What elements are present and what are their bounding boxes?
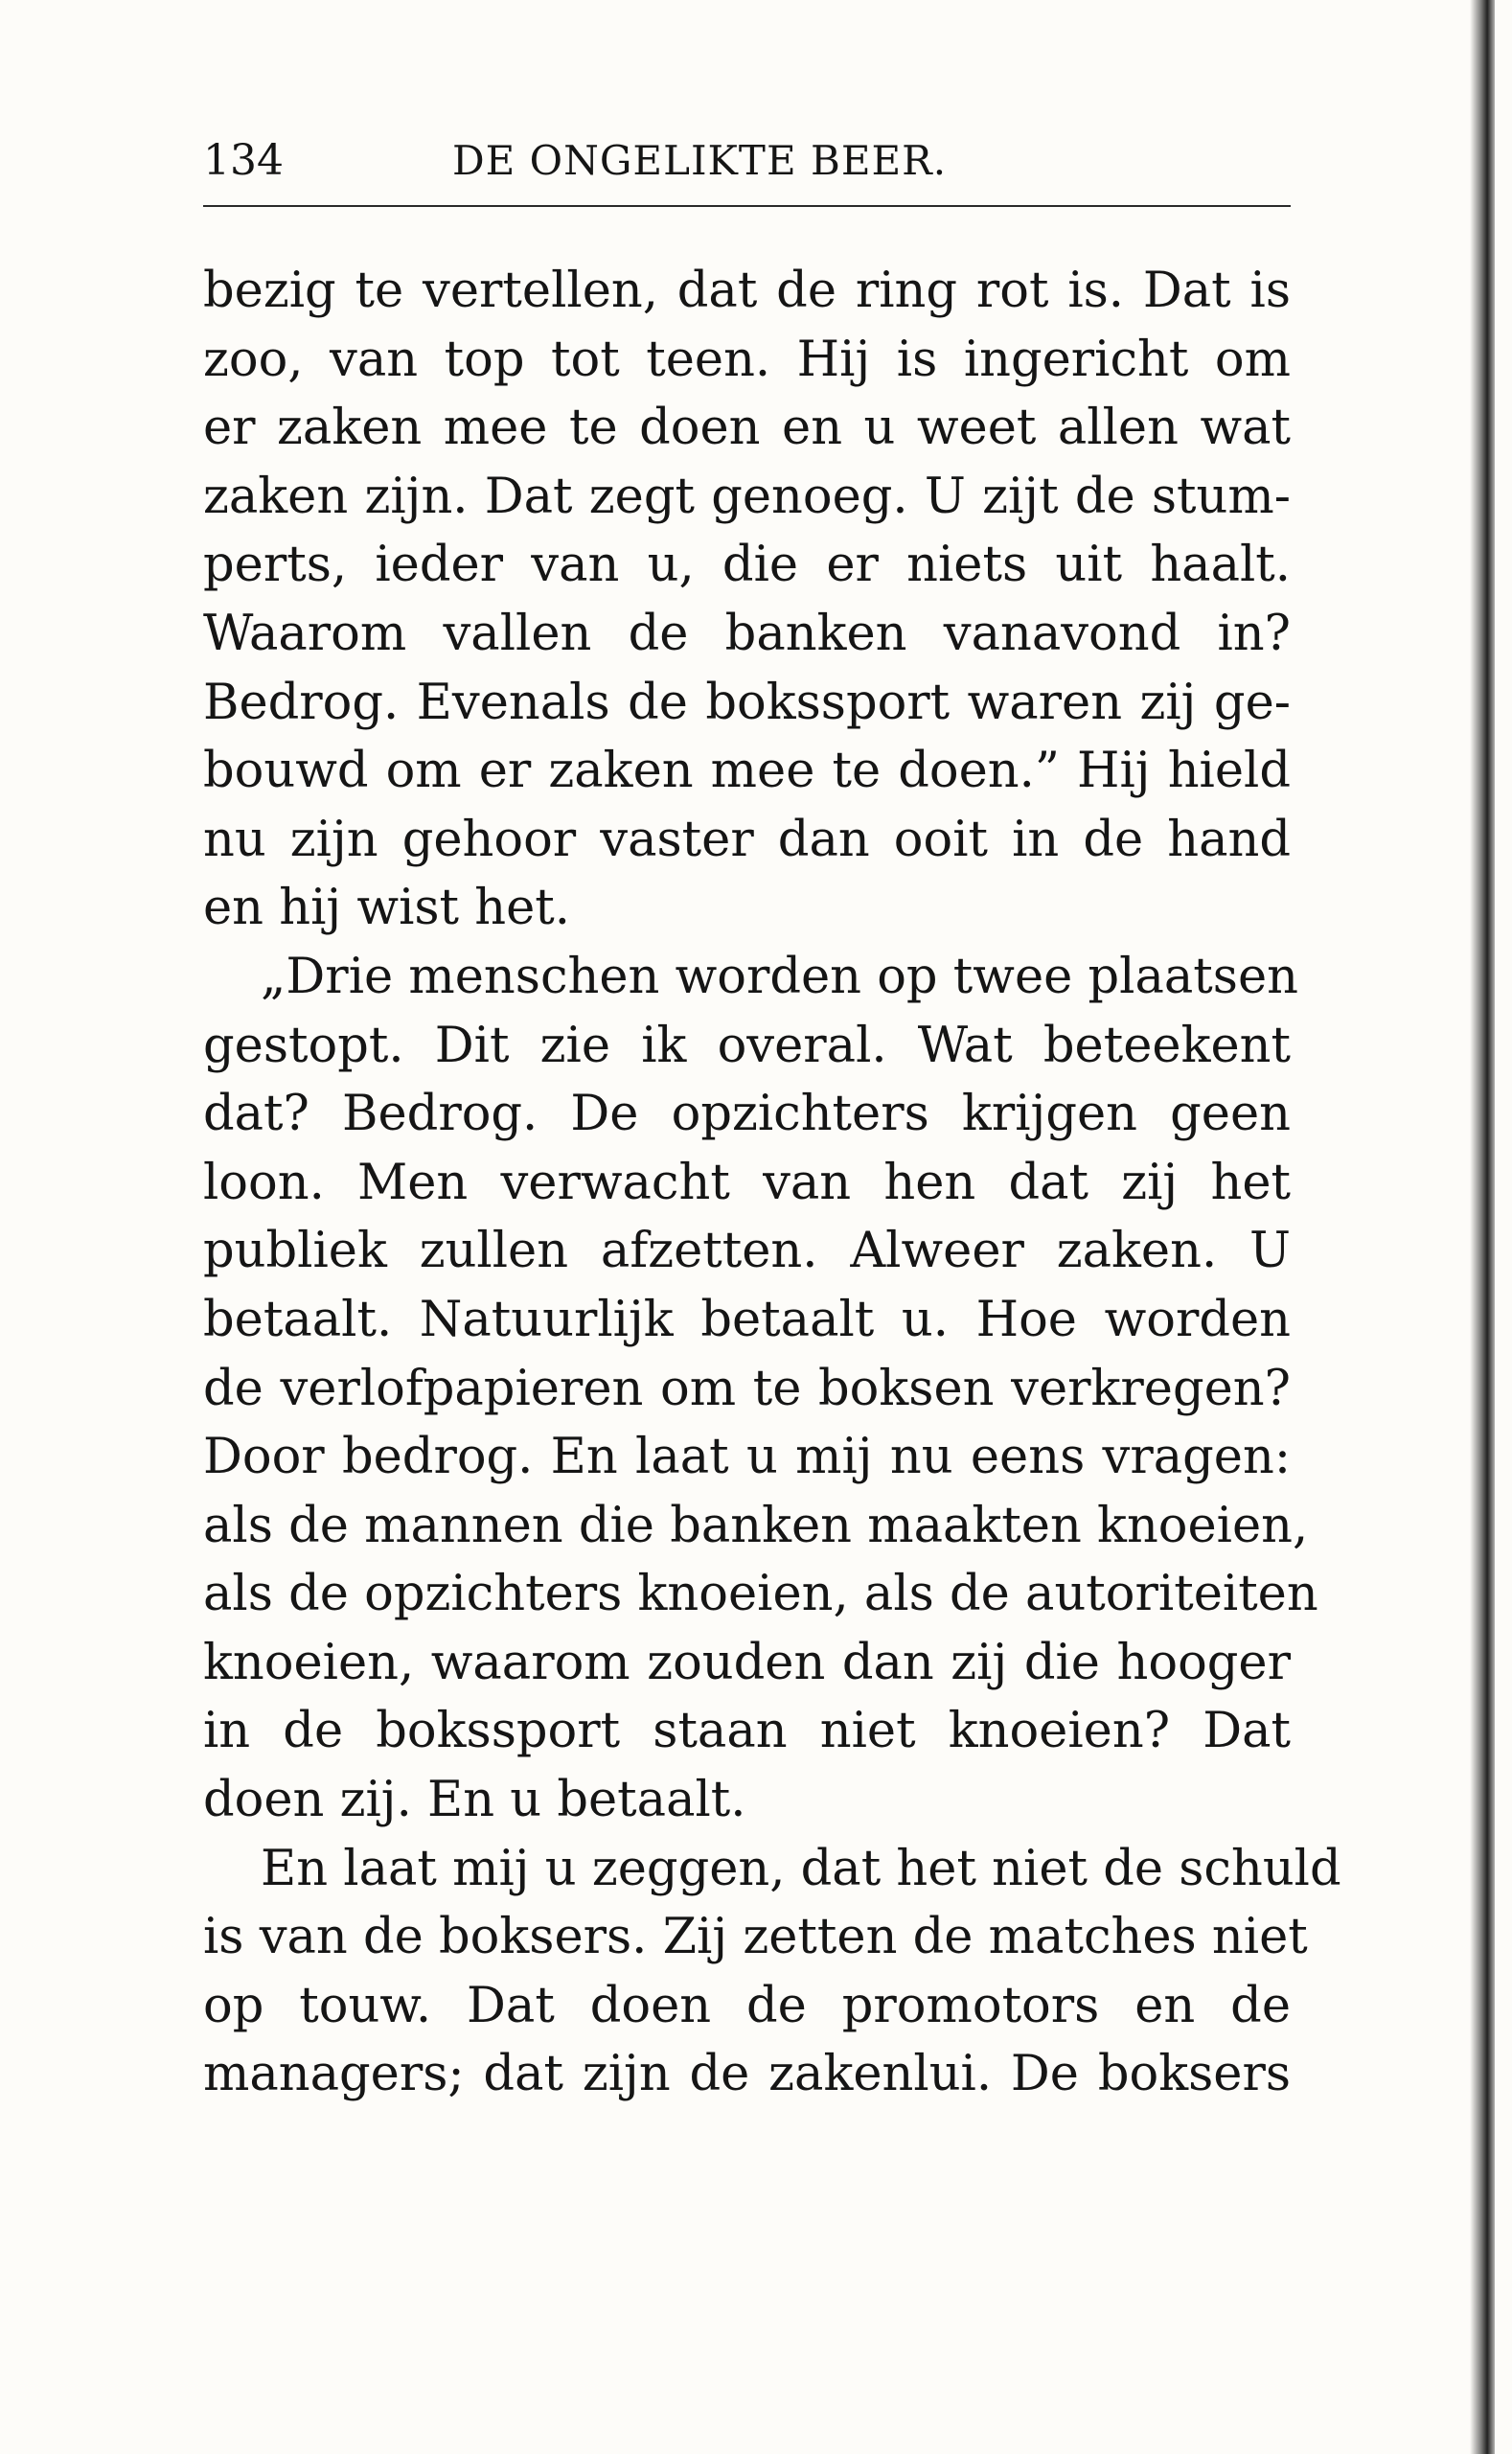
text-line: de verlofpapieren om te boksen verkregen? xyxy=(203,1360,1291,1417)
text-line: als de opzichters knoeien, als de autoriteiten xyxy=(203,1566,1318,1623)
text-line: „Drie menschen worden op twee plaatsen xyxy=(261,948,1298,1005)
text-line: perts, ieder van u, die er niets uit haalt. xyxy=(203,537,1291,594)
text-line: dat? Bedrog. De opzichters krijgen geen xyxy=(203,1086,1291,1143)
running-head xyxy=(203,125,1291,207)
text-line: En laat mij u zeggen, dat het niet de schuld xyxy=(261,1840,1341,1897)
book-title: DE ONGELIKTE BEER. xyxy=(452,137,948,184)
text-line: er zaken mee te doen en u weet allen wat xyxy=(203,400,1291,457)
text-line: Door bedrog. En laat u mij nu eens vragen: xyxy=(203,1429,1291,1486)
text-line: bouwd om er zaken mee te doen.” Hij hield xyxy=(203,743,1291,800)
text-line: knoeien, waarom zouden dan zij die hooger xyxy=(203,1634,1291,1691)
text-line: gestopt. Dit zie ik overal. Wat beteekent xyxy=(203,1017,1291,1074)
text-line: zaken zijn. Dat zegt genoeg. U zijt de stum- xyxy=(203,468,1291,525)
body-text xyxy=(203,257,1341,2109)
text-line: als de mannen die banken maakten knoeien, xyxy=(203,1497,1309,1554)
text-line: in de bokssport staan niet knoeien? Dat xyxy=(203,1703,1291,1760)
binding-shadow xyxy=(1470,0,1495,2454)
text-line: zoo, van top tot teen. Hij is ingericht om xyxy=(203,331,1291,388)
page-number: 134 xyxy=(203,136,284,185)
text-line: Bedrog. Evenals de bokssport waren zij ge- xyxy=(203,674,1291,731)
text-line: loon. Men verwacht van hen dat zij het xyxy=(203,1154,1291,1211)
text-line: bezig te vertellen, dat de ring rot is. Dat is xyxy=(203,263,1291,319)
text-line: publiek zullen afzetten. Alweer zaken. U xyxy=(203,1223,1291,1280)
text-line: op touw. Dat doen de promotors en de xyxy=(203,1977,1291,2034)
text-line: en hij wist het. xyxy=(203,880,570,937)
text-line: is van de boksers. Zij zetten de matches niet xyxy=(203,1909,1308,1966)
text-line: doen zij. En u betaalt. xyxy=(203,1772,746,1829)
text-line: Waarom vallen de banken vanavond in? xyxy=(203,605,1291,662)
text-line: betaalt. Natuurlijk betaalt u. Hoe worden xyxy=(203,1291,1291,1348)
text-line: nu zijn gehoor vaster dan ooit in de hand xyxy=(203,811,1291,868)
text-line: managers; dat zijn de zakenlui. De boksers xyxy=(203,2046,1291,2103)
